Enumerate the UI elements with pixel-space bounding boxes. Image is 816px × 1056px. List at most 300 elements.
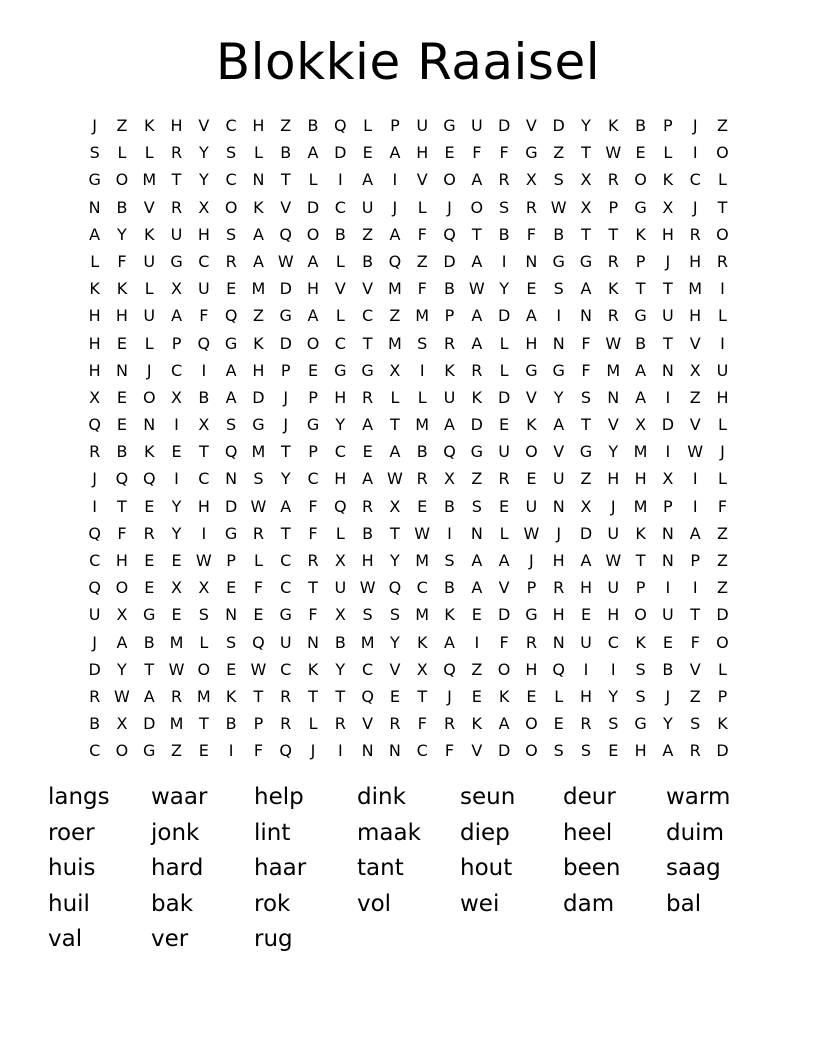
grid-letter: C bbox=[416, 741, 428, 761]
grid-letter: A bbox=[635, 387, 647, 407]
grid-letter: A bbox=[362, 415, 374, 435]
grid-letter: B bbox=[334, 224, 346, 244]
grid-letter: M bbox=[388, 279, 402, 299]
grid-letter: H bbox=[115, 551, 128, 570]
grid-letter: C bbox=[225, 116, 237, 135]
grid-letter: H bbox=[197, 224, 210, 244]
grid-letter: I bbox=[174, 469, 179, 489]
grid-letter: G bbox=[552, 251, 565, 271]
grid-letter: H bbox=[634, 741, 647, 761]
grid-letter: G bbox=[634, 714, 647, 734]
grid-letter: U bbox=[361, 197, 374, 217]
grid-letter: S bbox=[553, 170, 564, 190]
grid-letter: X bbox=[389, 496, 401, 516]
grid-letter: R bbox=[443, 333, 456, 353]
grid-letter: O bbox=[224, 197, 238, 217]
grid-letter: H bbox=[525, 659, 538, 679]
grid-letter: B bbox=[143, 632, 155, 652]
grid-letter: A bbox=[362, 469, 374, 489]
grid-letter: J bbox=[310, 741, 316, 761]
grid-letter: T bbox=[171, 170, 182, 190]
grid-letter: A bbox=[389, 442, 401, 462]
grid-letter: A bbox=[498, 551, 510, 570]
word-list-item: warm bbox=[666, 784, 731, 810]
grid-letter: U bbox=[416, 116, 429, 135]
grid-letter: R bbox=[170, 686, 183, 706]
grid-letter: A bbox=[471, 551, 483, 570]
grid-letter: B bbox=[198, 387, 210, 407]
grid-letter: X bbox=[580, 496, 592, 516]
grid-letter: P bbox=[635, 251, 646, 271]
grid-letter: V bbox=[689, 659, 701, 679]
word-list-item: tant bbox=[357, 855, 404, 881]
grid-letter: K bbox=[444, 605, 455, 625]
grid-letter: R bbox=[334, 714, 346, 734]
grid-letter: A bbox=[89, 224, 101, 244]
grid-letter: N bbox=[661, 360, 674, 380]
grid-letter: P bbox=[171, 333, 182, 353]
grid-letter: I bbox=[337, 170, 343, 190]
grid-letter: S bbox=[226, 415, 237, 435]
grid-letter: G bbox=[170, 251, 183, 271]
grid-letter: J bbox=[146, 360, 152, 380]
grid-letter: I bbox=[392, 170, 398, 190]
grid-letter: Q bbox=[142, 469, 156, 489]
grid-letter: L bbox=[718, 415, 727, 435]
grid-letter: K bbox=[662, 170, 674, 190]
grid-letter: A bbox=[225, 387, 237, 407]
grid-letter: K bbox=[143, 442, 155, 462]
grid-letter: K bbox=[498, 686, 510, 706]
grid-letter: D bbox=[143, 714, 156, 734]
grid-letter: Q bbox=[443, 442, 456, 462]
grid-letter: X bbox=[198, 197, 210, 217]
grid-letter: M bbox=[415, 415, 430, 435]
grid-letter: V bbox=[362, 279, 374, 299]
grid-letter: Q bbox=[361, 686, 374, 706]
word-list-item: dam bbox=[563, 890, 615, 917]
grid-letter: T bbox=[335, 686, 346, 706]
grid-letter: Y bbox=[553, 387, 564, 407]
grid-letter: A bbox=[252, 251, 264, 271]
grid-letter: E bbox=[226, 659, 237, 679]
grid-letter: D bbox=[306, 197, 320, 217]
grid-letter: L bbox=[117, 143, 127, 163]
grid-letter: H bbox=[634, 469, 647, 489]
grid-letter: W bbox=[195, 551, 212, 570]
grid-letter: D bbox=[497, 387, 511, 407]
grid-letter: J bbox=[283, 415, 289, 435]
grid-letter: Q bbox=[252, 632, 265, 652]
word-list-item: been bbox=[563, 855, 621, 881]
grid-letter: J bbox=[283, 387, 289, 407]
grid-letter: U bbox=[607, 523, 620, 543]
grid-letter: K bbox=[635, 523, 646, 543]
grid-letter: I bbox=[692, 496, 698, 516]
grid-letter: A bbox=[252, 224, 264, 244]
grid-letter: R bbox=[607, 170, 619, 190]
word-list-item: langs bbox=[48, 784, 110, 810]
grid-letter: O bbox=[497, 659, 511, 679]
grid-letter: Y bbox=[171, 496, 182, 516]
grid-letter: V bbox=[607, 415, 619, 435]
grid-letter: G bbox=[224, 523, 238, 543]
grid-letter: E bbox=[226, 578, 237, 598]
grid-letter: B bbox=[362, 523, 374, 543]
grid-letter: S bbox=[226, 143, 237, 163]
grid-letter: R bbox=[280, 686, 292, 706]
grid-letter: H bbox=[689, 306, 702, 326]
grid-letter: L bbox=[417, 387, 427, 407]
grid-letter: B bbox=[444, 279, 455, 299]
grid-letter: B bbox=[116, 442, 128, 462]
grid-letter: V bbox=[689, 415, 701, 435]
grid-letter: C bbox=[334, 197, 346, 217]
grid-letter: P bbox=[663, 496, 673, 516]
grid-letter: G bbox=[279, 605, 292, 625]
grid-letter: F bbox=[199, 306, 209, 326]
word-list-item: saag bbox=[666, 855, 721, 881]
grid-letter: P bbox=[308, 387, 318, 407]
grid-letter: A bbox=[662, 741, 674, 761]
grid-letter: P bbox=[308, 442, 318, 462]
grid-letter: G bbox=[224, 333, 238, 353]
grid-letter: L bbox=[663, 143, 673, 163]
grid-letter: L bbox=[308, 714, 318, 734]
grid-letter: R bbox=[498, 469, 510, 489]
grid-letter: A bbox=[471, 170, 483, 190]
page-title: Blokkie Raaisel bbox=[215, 33, 601, 91]
grid-letter: A bbox=[471, 306, 483, 326]
grid-letter: N bbox=[361, 741, 374, 761]
grid-letter: O bbox=[716, 143, 729, 163]
grid-letter: R bbox=[416, 469, 428, 489]
grid-letter: P bbox=[226, 551, 236, 570]
grid-letter: G bbox=[279, 306, 292, 326]
grid-letter: X bbox=[171, 578, 183, 598]
grid-letter: K bbox=[307, 659, 319, 679]
grid-letter: A bbox=[553, 415, 565, 435]
grid-letter: S bbox=[389, 605, 400, 625]
grid-letter: U bbox=[279, 632, 292, 652]
grid-letter: K bbox=[416, 632, 428, 652]
grid-letter: O bbox=[142, 387, 156, 407]
grid-letter: I bbox=[720, 333, 725, 353]
grid-letter: J bbox=[529, 551, 534, 570]
grid-letter: C bbox=[689, 170, 701, 190]
grid-letter: W bbox=[387, 469, 403, 489]
grid-letter: K bbox=[225, 686, 237, 706]
grid-letter: A bbox=[580, 551, 592, 570]
grid-letter: O bbox=[197, 659, 211, 679]
grid-letter: P bbox=[663, 116, 673, 135]
grid-letter: U bbox=[197, 279, 210, 299]
grid-letter: V bbox=[471, 741, 483, 761]
grid-letter: G bbox=[143, 605, 156, 625]
grid-letter: C bbox=[89, 551, 101, 570]
grid-letter: K bbox=[444, 360, 455, 380]
grid-letter: L bbox=[253, 143, 263, 163]
grid-letter: M bbox=[633, 442, 648, 462]
grid-letter: G bbox=[579, 442, 593, 462]
grid-letter: M bbox=[606, 360, 621, 380]
grid-letter: A bbox=[307, 306, 319, 326]
word-list-item: waar bbox=[151, 784, 208, 810]
grid-letter: H bbox=[115, 306, 128, 326]
grid-letter: V bbox=[389, 659, 401, 679]
grid-letter: F bbox=[417, 714, 427, 734]
grid-letter: A bbox=[525, 306, 537, 326]
grid-letter: M bbox=[142, 170, 157, 190]
grid-letter: H bbox=[361, 551, 374, 570]
grid-letter: X bbox=[198, 415, 210, 435]
word-list-item: rok bbox=[254, 890, 291, 917]
grid-letter: W bbox=[605, 143, 622, 163]
grid-letter: C bbox=[362, 659, 374, 679]
grid-letter: D bbox=[443, 251, 456, 271]
grid-letter: W bbox=[414, 523, 431, 543]
grid-letter: T bbox=[635, 279, 646, 299]
grid-letter: F bbox=[444, 741, 455, 761]
grid-letter: G bbox=[552, 360, 565, 380]
grid-letter: Z bbox=[389, 306, 401, 326]
grid-letter: H bbox=[552, 551, 565, 570]
grid-letter: R bbox=[553, 578, 565, 598]
grid-letter: F bbox=[581, 333, 591, 353]
grid-letter: T bbox=[717, 197, 728, 217]
grid-letter: J bbox=[92, 116, 97, 135]
grid-letter: X bbox=[580, 170, 592, 190]
grid-letter: B bbox=[635, 333, 647, 353]
grid-letter: A bbox=[389, 224, 401, 244]
grid-letter: Q bbox=[88, 578, 101, 598]
grid-letter: K bbox=[116, 279, 128, 299]
grid-letter: R bbox=[89, 686, 101, 706]
grid-letter: V bbox=[553, 442, 565, 462]
grid-letter: L bbox=[253, 551, 263, 570]
grid-letter: P bbox=[444, 306, 455, 326]
grid-letter: H bbox=[661, 224, 674, 244]
word-list-item: huis bbox=[48, 855, 96, 881]
grid-letter: W bbox=[605, 551, 622, 570]
grid-letter: X bbox=[171, 387, 183, 407]
grid-letter: B bbox=[662, 659, 674, 679]
grid-letter: T bbox=[362, 333, 373, 353]
grid-letter: X bbox=[689, 360, 701, 380]
grid-letter: U bbox=[443, 387, 456, 407]
grid-letter: K bbox=[471, 714, 483, 734]
grid-letter: K bbox=[717, 714, 728, 734]
grid-letter: R bbox=[525, 632, 537, 652]
grid-letter: H bbox=[607, 469, 620, 489]
grid-letter: U bbox=[580, 632, 592, 652]
grid-letter: O bbox=[306, 333, 320, 353]
grid-letter: L bbox=[499, 523, 509, 543]
grid-letter: L bbox=[144, 279, 154, 299]
grid-letter: G bbox=[525, 360, 538, 380]
grid-letter: X bbox=[334, 605, 346, 625]
grid-letter: I bbox=[337, 741, 343, 761]
grid-letter: Z bbox=[280, 116, 292, 135]
grid-letter: Z bbox=[362, 224, 374, 244]
grid-letter: F bbox=[417, 224, 427, 244]
grid-letter: I bbox=[692, 469, 698, 489]
grid-letter: Q bbox=[115, 469, 129, 489]
grid-letter: N bbox=[661, 523, 674, 543]
grid-letter: H bbox=[334, 469, 347, 489]
grid-letter: N bbox=[470, 523, 483, 543]
grid-letter: H bbox=[197, 496, 210, 516]
grid-letter: I bbox=[556, 306, 562, 326]
grid-letter: M bbox=[388, 333, 402, 353]
grid-letter: C bbox=[225, 170, 237, 190]
grid-letter: B bbox=[416, 442, 428, 462]
grid-letter: F bbox=[717, 496, 728, 516]
grid-letter: T bbox=[608, 224, 619, 244]
grid-letter: J bbox=[692, 197, 698, 217]
grid-letter: Z bbox=[252, 306, 264, 326]
grid-letter: W bbox=[250, 659, 267, 679]
grid-letter: K bbox=[635, 632, 646, 652]
grid-letter: M bbox=[169, 632, 184, 652]
grid-letter: X bbox=[389, 360, 401, 380]
grid-letter: O bbox=[115, 170, 129, 190]
grid-letter: K bbox=[143, 224, 155, 244]
grid-letter: P bbox=[608, 197, 619, 217]
grid-letter: R bbox=[580, 714, 592, 734]
grid-letter: Y bbox=[280, 469, 291, 489]
grid-letter: S bbox=[89, 143, 100, 163]
grid-letter: O bbox=[634, 170, 647, 190]
grid-letter: A bbox=[444, 632, 455, 652]
grid-letter: M bbox=[415, 605, 430, 625]
grid-letter: H bbox=[525, 333, 538, 353]
grid-letter: F bbox=[526, 224, 536, 244]
grid-letter: W bbox=[523, 523, 540, 543]
grid-letter: I bbox=[447, 523, 452, 543]
grid-letter: H bbox=[170, 116, 183, 135]
grid-letter: H bbox=[607, 605, 620, 625]
grid-letter: M bbox=[169, 714, 184, 734]
grid-letter: N bbox=[552, 333, 565, 353]
grid-letter: I bbox=[474, 632, 480, 652]
grid-letter: K bbox=[89, 279, 100, 299]
grid-letter: R bbox=[443, 714, 456, 734]
grid-letter: A bbox=[635, 360, 647, 380]
grid-letter: T bbox=[308, 686, 318, 706]
grid-letter: V bbox=[689, 333, 701, 353]
grid-letter: F bbox=[117, 251, 127, 271]
grid-letter: L bbox=[718, 659, 727, 679]
grid-letter: P bbox=[253, 714, 264, 734]
grid-letter: D bbox=[497, 116, 511, 135]
grid-letter: H bbox=[307, 279, 320, 299]
grid-letter: S bbox=[690, 714, 701, 734]
grid-letter: T bbox=[280, 442, 291, 462]
grid-letter: H bbox=[716, 387, 729, 407]
grid-letter: E bbox=[580, 605, 592, 625]
grid-letter: Q bbox=[224, 442, 238, 462]
grid-letter: I bbox=[720, 279, 725, 299]
grid-letter: C bbox=[280, 551, 292, 570]
grid-letter: A bbox=[471, 333, 483, 353]
grid-letter: A bbox=[580, 279, 592, 299]
grid-letter: F bbox=[472, 143, 482, 163]
grid-letter: L bbox=[390, 387, 400, 407]
grid-letter: O bbox=[525, 442, 538, 462]
grid-letter: F bbox=[417, 279, 427, 299]
grid-letter: I bbox=[692, 578, 698, 598]
grid-letter: V bbox=[280, 197, 292, 217]
grid-letter: F bbox=[117, 523, 127, 543]
grid-letter: X bbox=[89, 387, 101, 407]
grid-letter: S bbox=[444, 551, 455, 570]
grid-letter: W bbox=[550, 197, 567, 217]
grid-letter: Q bbox=[279, 741, 293, 761]
grid-letter: S bbox=[580, 387, 592, 407]
grid-letter: M bbox=[688, 279, 703, 299]
grid-letter: N bbox=[225, 605, 238, 625]
grid-letter: I bbox=[665, 387, 671, 407]
grid-letter: N bbox=[552, 496, 565, 516]
grid-letter: R bbox=[607, 251, 619, 271]
grid-letter: V bbox=[525, 387, 537, 407]
grid-letter: E bbox=[662, 632, 673, 652]
grid-letter: T bbox=[471, 224, 482, 244]
grid-letter: Q bbox=[334, 116, 347, 135]
grid-letter: J bbox=[665, 251, 671, 271]
grid-letter: I bbox=[201, 360, 207, 380]
grid-letter: C bbox=[198, 469, 210, 489]
grid-letter: Q bbox=[224, 306, 238, 326]
word-list-item: dink bbox=[357, 784, 406, 810]
grid-letter: X bbox=[580, 197, 592, 217]
grid-letter: W bbox=[687, 442, 704, 462]
grid-letter: Y bbox=[581, 116, 591, 135]
grid-letter: U bbox=[88, 605, 101, 625]
grid-letter: Z bbox=[716, 578, 728, 598]
grid-letter: A bbox=[444, 415, 455, 435]
grid-letter: M bbox=[360, 632, 375, 652]
grid-letter: T bbox=[635, 551, 646, 570]
grid-letter: Q bbox=[197, 333, 211, 353]
grid-letter: R bbox=[362, 387, 374, 407]
grid-letter: S bbox=[553, 279, 564, 299]
grid-letter: H bbox=[334, 387, 347, 407]
grid-letter: F bbox=[581, 360, 591, 380]
grid-letter: D bbox=[661, 415, 675, 435]
grid-letter: R bbox=[170, 197, 183, 217]
grid-letter: D bbox=[470, 415, 483, 435]
grid-letter: H bbox=[579, 686, 592, 706]
word-list-item: haar bbox=[254, 855, 307, 881]
grid-letter: J bbox=[392, 197, 398, 217]
grid-letter: J bbox=[556, 523, 562, 543]
grid-letter: W bbox=[605, 333, 622, 353]
grid-letter: A bbox=[362, 170, 374, 190]
grid-letter: L bbox=[499, 360, 509, 380]
grid-letter: R bbox=[689, 224, 701, 244]
grid-letter: O bbox=[470, 197, 484, 217]
grid-letter: L bbox=[417, 197, 427, 217]
grid-letter: R bbox=[689, 741, 701, 761]
grid-letter: O bbox=[115, 578, 129, 598]
grid-letter: R bbox=[170, 143, 183, 163]
grid-letter: D bbox=[497, 306, 511, 326]
grid-letter: C bbox=[307, 469, 319, 489]
grid-letter: X bbox=[416, 659, 428, 679]
grid-letter: A bbox=[498, 714, 510, 734]
